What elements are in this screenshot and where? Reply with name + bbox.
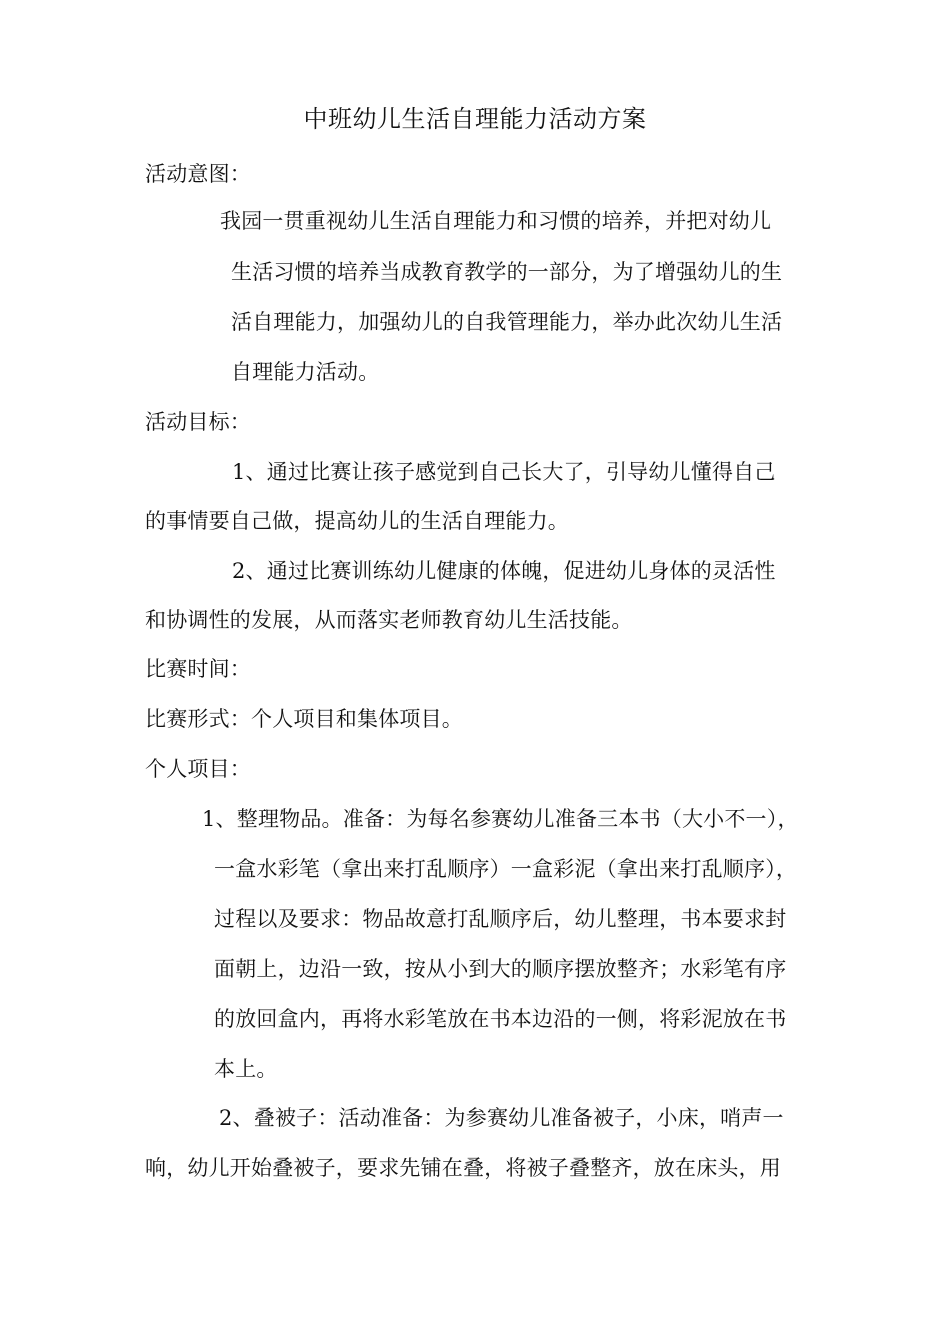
goal-2-line-1: 2、通过比赛训练幼儿健康的体魄，促进幼儿身体的灵活性 (232, 559, 776, 583)
time-heading: 比赛时间： (145, 657, 251, 681)
goal-heading: 活动目标： (145, 410, 251, 434)
item-2-line-1: 2、叠被子：活动准备：为参赛幼儿准备被子，小床，哨声一 (219, 1106, 784, 1130)
document-title: 中班幼儿生活自理能力活动方案 (303, 105, 647, 133)
intent-heading: 活动意图： (145, 162, 251, 186)
goal-1-line-2: 的事情要自己做，提高幼儿的生活自理能力。 (145, 509, 569, 533)
intent-line-4: 自理能力活动。 (231, 360, 380, 384)
intent-line-2: 生活习惯的培养当成教育教学的一部分，为了增强幼儿的生 (231, 260, 783, 284)
item-1-line-2: 一盒水彩笔（拿出来打乱顺序）一盒彩泥（拿出来打乱顺序）， (214, 857, 798, 881)
form-line: 比赛形式：个人项目和集体项目。 (145, 707, 463, 731)
item-2-line-2: 响，幼儿开始叠被子，要求先铺在叠，将被子叠整齐，放在床头，用 (145, 1156, 781, 1180)
intent-line-1: 我园一贯重视幼儿生活自理能力和习惯的培养，并把对幼儿 (220, 209, 772, 233)
goal-2-line-2: 和协调性的发展，从而落实老师教育幼儿生活技能。 (145, 608, 633, 632)
item-1-line-4: 面朝上，边沿一致，按从小到大的顺序摆放整齐；水彩笔有序 (214, 957, 787, 981)
goal-1-line-1: 1、通过比赛让孩子感觉到自己长大了，引导幼儿懂得自己 (232, 460, 776, 484)
individual-heading: 个人项目： (145, 757, 251, 781)
item-1-line-5: 的放回盒内，再将水彩笔放在书本边沿的一侧，将彩泥放在书 (214, 1007, 787, 1031)
item-1-line-3: 过程以及要求：物品故意打乱顺序后，幼儿整理，书本要求封 (214, 907, 787, 931)
intent-line-3: 活自理能力，加强幼儿的自我管理能力，举办此次幼儿生活 (231, 310, 783, 334)
item-1-line-1: 1、整理物品。准备：为每名参赛幼儿准备三本书（大小不一）， (202, 807, 799, 831)
item-1-line-6: 本上。 (214, 1057, 278, 1081)
